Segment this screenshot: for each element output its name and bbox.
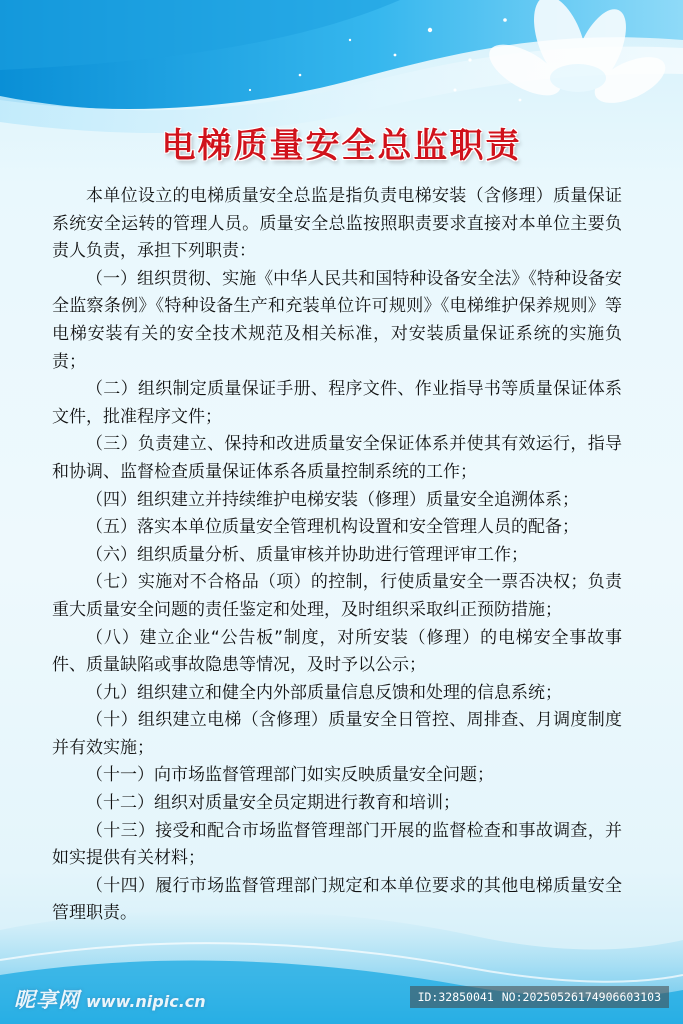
- site-watermark: [14, 984, 206, 1012]
- duty-item: （四）组织建立并持续维护电梯安装（修理）质量安全追溯体系；: [86, 489, 579, 510]
- duty-item: （二）组织制定质量保证手册、程序文件、作业指导书等质量保证体系文件，批准程序文件；: [52, 379, 622, 427]
- page-title: 电梯质量安全总监职责: [161, 126, 522, 166]
- duty-item: （十四）履行市场监督管理部门规定和本单位要求的其他电梯质量安全管理职责。: [52, 875, 622, 924]
- duty-item: （七）实施对不合格品（项）的控制，行使质量安全一票否决权；负责重大质量安全问题的责任鉴定和处理，及时组织采取纠正预防措施；: [52, 572, 622, 620]
- intro-paragraph: 本单位设立的电梯质量安全总监是指负责电梯安装（含修理）质量保证系统安全运转的管理人员。质量安全总监按照职责要求直接对本单位主要负责人负责，承担下列职责：: [52, 186, 622, 262]
- duty-item: （六）组织质量分析、质量审核并协助进行管理评审工作；: [86, 544, 528, 565]
- duty-item: （十三）接受和配合市场监督管理部门开展的监督检查和事故调查，并如实提供有关材料；: [52, 820, 622, 869]
- duty-item: （一）组织贯彻、实施《中华人民共和国特种设备安全法》《特种设备安全监察条例》《特种设备生产和充装单位许可规则》《电梯维护保养规则》等电梯安装有关的安全技术规范及相关标准，对安装质量保证系统的实施负责；: [52, 268, 622, 372]
- duty-item: （十二）组织对质量安全员定期进行教育和培训；: [86, 793, 460, 814]
- duty-item: （十一）向市场监督管理部门如实反映质量安全问题；: [86, 765, 494, 786]
- watermark-url: www.nipic.cn: [86, 992, 206, 1011]
- image-id-bar: [410, 986, 669, 1008]
- duty-item: （八）建立企业“公告板”制度，对所安装（修理）的电梯安全事故事件、质量缺陷或事故隐患等情况，及时予以公示；: [52, 627, 622, 676]
- duty-item: （三）负责建立、保持和改进质量安全保证体系并使其有效运行，指导和协调、监督检查质量保证体系各质量控制系统的工作；: [52, 434, 622, 482]
- duty-item: （十）组织建立电梯（含修理）质量安全日管控、周排查、月调度制度并有效实施；: [52, 710, 622, 758]
- duty-item: （五）落实本单位质量安全管理机构设置和安全管理人员的配备；: [86, 517, 579, 538]
- watermark-logo: 昵享网: [14, 988, 80, 1012]
- image-no: NO:20250526174906603103: [501, 990, 661, 1004]
- image-id: ID:32850041: [417, 990, 494, 1004]
- duties-document: [52, 183, 622, 928]
- duty-item: （九）组织建立和健全内外部质量信息反馈和处理的信息系统；: [86, 682, 562, 703]
